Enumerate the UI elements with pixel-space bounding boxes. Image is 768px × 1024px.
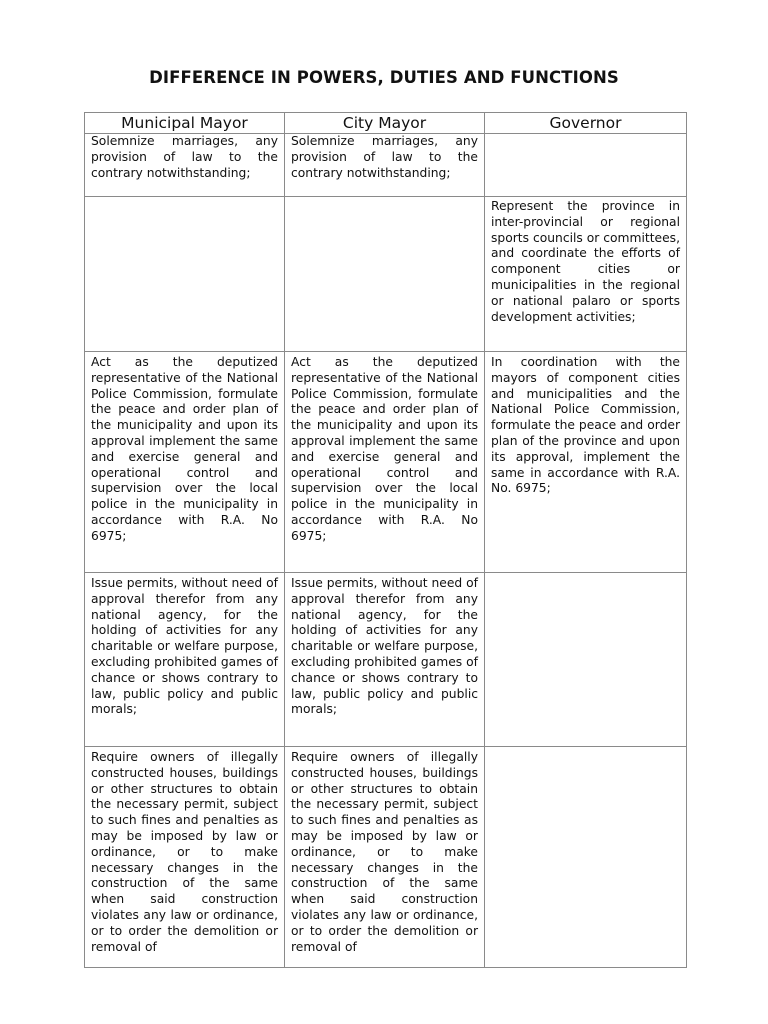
table-row — [85, 573, 687, 747]
municipal-mayor-cell — [85, 747, 285, 968]
city-mayor-cell — [285, 134, 485, 197]
column-header-governor: Governor — [485, 113, 687, 134]
governor-cell — [485, 352, 687, 573]
cell-text: Require owners of illegally constructed houses, buildings or other structures to obtain the necessary permit, subject to such fines and penalties as may be imposed by law or ordinance, or to make necessary changes in the construction of the same when said construction violates any law or ordinance, or to order the demolition or removal of — [291, 750, 478, 954]
municipal-mayor-cell — [85, 352, 285, 573]
governor-cell — [485, 134, 687, 197]
cell-text: Require owners of illegally constructed houses, buildings or other structures to obtain the necessary permit, subject to such fines and penalties as may be imposed by law or ordinance, or to make necessary changes in the construction of the same when said construction violates any law or ordinance, or to order the demolition or removal of — [91, 750, 278, 954]
city-mayor-cell — [285, 573, 485, 747]
municipal-mayor-cell — [85, 573, 285, 747]
document-title: DIFFERENCE IN POWERS, DUTIES AND FUNCTIONS — [149, 68, 619, 87]
municipal-mayor-cell — [85, 197, 285, 352]
cell-text: Act as the deputized representative of the National Police Commission, formulate the peace and order plan of the municipality and upon its approval implement the same and exercise general and operational control and supervision over the local police in the municipality in accordance with R.A. No 6975; — [291, 355, 478, 543]
cell-text — [485, 573, 686, 576]
governor-cell — [485, 197, 687, 352]
table-row — [85, 134, 687, 197]
cell-text: Solemnize marriages, any provision of law to the contrary notwithstanding; — [91, 134, 278, 180]
table-row — [85, 747, 687, 968]
table-header-row — [85, 113, 687, 134]
city-mayor-cell — [285, 352, 485, 573]
table-row — [85, 197, 687, 352]
table-row — [85, 352, 687, 573]
cell-text: Act as the deputized representative of the National Police Commission, formulate the peace and order plan of the municipality and upon its approval implement the same and exercise general and operational control and supervision over the local police in the municipality in accordance with R.A. No 6975; — [91, 355, 278, 543]
municipal-mayor-cell — [85, 134, 285, 197]
cell-text: Represent the province in inter-provincial or regional sports councils or committees, and coordinate the efforts of component cities or municipalities in the regional or national palaro or sports development activities; — [491, 199, 680, 324]
city-mayor-cell — [285, 747, 485, 968]
cell-text — [485, 747, 686, 967]
cell-text: Issue permits, without need of approval therefor from any national agency, for the holding of activities for any charitable or welfare purpose, excluding prohibited games of chance or shows contrary to law, public policy and public morals; — [91, 576, 278, 717]
cell-text: Issue permits, without need of approval therefor from any national agency, for the holding of activities for any charitable or welfare purpose, excluding prohibited games of chance or shows contrary to law, public policy and public morals; — [291, 576, 478, 717]
governor-cell — [485, 747, 687, 968]
cell-text: In coordination with the mayors of component cities and municipalities and the National Police Commission, formulate the peace and order plan of the province and upon its approval, implement the same in accordance with R.A. No. 6975; — [491, 355, 680, 496]
governor-cell — [485, 573, 687, 747]
cell-text: Solemnize marriages, any provision of law to the contrary notwithstanding; — [291, 134, 478, 180]
column-header-city-mayor: City Mayor — [285, 113, 485, 134]
powers-comparison-table — [84, 112, 687, 968]
city-mayor-cell — [285, 197, 485, 352]
column-header-municipal-mayor: Municipal Mayor — [85, 113, 285, 134]
